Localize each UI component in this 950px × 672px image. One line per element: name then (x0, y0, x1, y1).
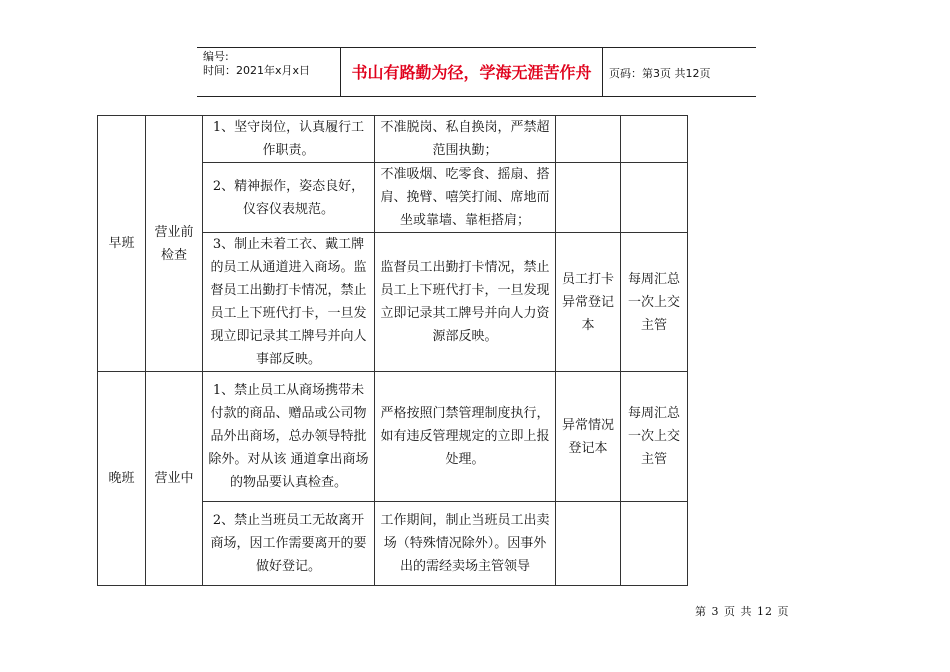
phase-cell: 营业中 (146, 372, 203, 586)
duty-table (97, 115, 688, 586)
document-time-label: 时间：2021年x月x日 (203, 64, 311, 77)
header-motto: 书山有路勤为径，学海无涯苦作舟 (351, 63, 592, 82)
record-cell: 异常情况登记本 (556, 372, 621, 502)
item-content-cell: 2、精神振作，姿态良好，仪容仪表规范。 (203, 163, 375, 233)
table-row (98, 372, 688, 502)
item-requirement-cell: 不准吸烟、吃零食、摇扇、搭肩、挽臂、嘻笑打闹、席地而坐或靠墙、靠柜搭肩； (375, 163, 556, 233)
report-cell (621, 163, 688, 233)
report-cell: 每周汇总一次上交主管 (621, 372, 688, 502)
record-cell (556, 502, 621, 586)
item-requirement-cell: 不准脱岗、私自换岗，严禁超范围执勤； (375, 116, 556, 163)
item-content-cell: 1、坚守岗位，认真履行工作职责。 (203, 116, 375, 163)
item-requirement-cell: 严格按照门禁管理制度执行，如有违反管理规定的立即上报处理。 (375, 372, 556, 502)
header-page-label: 页码：第3页 共12页 (609, 67, 711, 80)
item-content-cell: 3、制止未着工衣、戴工牌的员工从通道进入商场。监督员工出勤打卡情况，禁止员工上下班代打卡，一旦发现立即记录其工牌号并向人事部反映。 (203, 233, 375, 372)
report-cell (621, 502, 688, 586)
table-row (98, 116, 688, 163)
phase-cell: 营业前检查 (146, 116, 203, 372)
report-cell (621, 116, 688, 163)
item-content-cell: 1、禁止员工从商场携带未付款的商品、赠品或公司物品外出商场，总办领导特批除外。对从该 通道拿出商场的物品要认真检查。 (203, 372, 375, 502)
header-left (203, 50, 310, 78)
item-content-cell: 2、禁止当班员工无故离开商场，因工作需要离开的要做好登记。 (203, 502, 375, 586)
document-number-label: 编号: (203, 50, 229, 63)
record-cell (556, 116, 621, 163)
item-requirement-cell: 监督员工出勤打卡情况，禁止员工上下班代打卡，一旦发现立即记录其工牌号并向人力资源部反映。 (375, 233, 556, 372)
shift-cell: 早班 (98, 116, 146, 372)
report-cell: 每周汇总一次上交主管 (621, 233, 688, 372)
record-cell (556, 163, 621, 233)
header-bottom-line (197, 96, 756, 97)
shift-cell: 晚班 (98, 372, 146, 586)
item-requirement-cell: 工作期间，制止当班员工出卖场（特殊情况除外）。因事外出的需经卖场主管领导 (375, 502, 556, 586)
record-cell: 员工打卡异常登记本 (556, 233, 621, 372)
page-footer: 第 3 页 共 12 页 (695, 605, 790, 618)
header-divider-2 (602, 47, 603, 96)
